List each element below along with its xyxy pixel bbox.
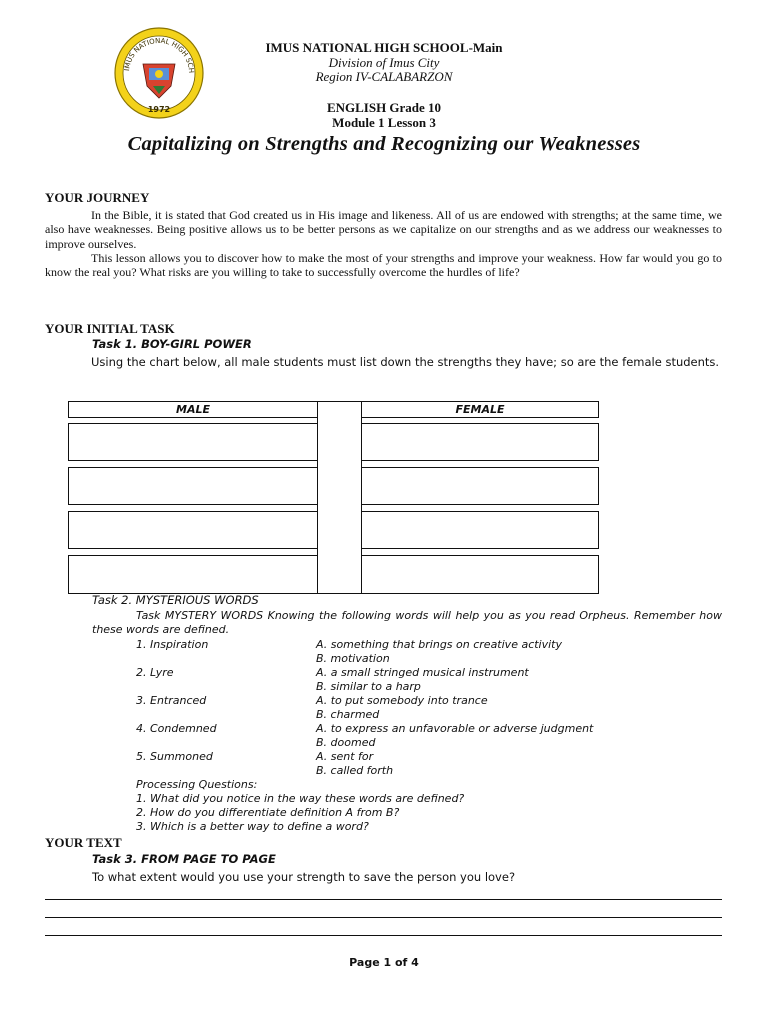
answer-line[interactable]	[45, 917, 722, 918]
answer-line[interactable]	[45, 935, 722, 936]
task3-question: To what extent would you use your strength to save the person you love?	[92, 870, 516, 884]
vocab-definition-a: A. something that brings on creative activity	[316, 638, 563, 651]
subject: ENGLISH Grade 10	[326, 100, 442, 115]
task3-title: Task 3. FROM PAGE TO PAGE	[92, 852, 276, 866]
task1-title: Task 1. BOY-GIRL POWER	[92, 337, 252, 351]
your-text-heading: YOUR TEXT	[45, 835, 122, 850]
vocab-term: 4. Condemned	[136, 722, 217, 735]
region: Region IV-CALABARZON	[315, 69, 453, 84]
lesson-title: Capitalizing on Strengths and Recognizing our Weaknesses	[127, 133, 641, 155]
vocab-definition-b: B. motivation	[316, 652, 390, 665]
journey-paragraph-1: In the Bible, it is stated that God created us in His image and likeness. All of us are endowed with strengths; at the same time, we also have weaknesses. Being positive allows us to be better persons as we capitalize on our strengths and as we address our weaknesses to improve ourselves.	[45, 208, 722, 251]
task2-title: Task 2. MYSTERIOUS WORDS	[92, 593, 259, 607]
page-number-text: Page 1 of 4	[349, 956, 419, 969]
page-number	[0, 956, 768, 969]
initial-task-heading: YOUR INITIAL TASK	[45, 321, 175, 336]
vocab-definition-a: A. to express an unfavorable or adverse judgment	[316, 722, 594, 735]
journey-paragraph-2: This lesson allows you to discover how to make the most of your strengths and improve your weakness. How far would you go to know the real you? What risks are you willing to take to successfully overcome the hurdles of life?	[45, 251, 722, 280]
vocab-term: 5. Summoned	[136, 750, 213, 763]
answer-line[interactable]	[45, 899, 722, 900]
school-name: IMUS NATIONAL HIGH SCHOOL-Main	[265, 40, 503, 55]
seal-ring-text: IMUS NATIONAL HIGH SCH	[123, 36, 196, 74]
vocab-definition-b: B. doomed	[316, 736, 376, 749]
vocab-term: 1. Inspiration	[136, 638, 209, 651]
male-entry-box[interactable]	[68, 467, 318, 505]
vocab-term: 3. Entranced	[136, 694, 207, 707]
vocab-definition-a: A. to put somebody into trance	[316, 694, 488, 707]
male-entry-box[interactable]	[68, 423, 318, 461]
vocab-definition-a: A. a small stringed musical instrument	[316, 666, 529, 679]
female-entry-box[interactable]	[361, 423, 599, 461]
vocab-term: 2. Lyre	[136, 666, 174, 679]
vocab-definition-a: A. sent for	[316, 750, 374, 763]
journey-heading: YOUR JOURNEY	[45, 190, 150, 205]
processing-questions-title: Processing Questions:	[136, 778, 258, 791]
male-entry-box[interactable]	[68, 555, 318, 594]
vocab-definition-b: B. similar to a harp	[316, 680, 421, 693]
female-entry-box[interactable]	[361, 511, 599, 549]
female-entry-box[interactable]	[361, 467, 599, 505]
division: Division of Imus City	[328, 55, 440, 70]
processing-question: 3. Which is a better way to define a word?	[136, 820, 369, 833]
processing-question: 1. What did you notice in the way these words are defined?	[136, 792, 465, 805]
processing-question: 2. How do you differentiate definition A from B?	[136, 806, 400, 819]
male-column-header: MALE	[68, 401, 318, 418]
vocab-definition-b: B. called forth	[316, 764, 394, 777]
chart-divider-column	[317, 401, 362, 594]
female-column-header: FEMALE	[361, 401, 599, 418]
male-entry-box[interactable]	[68, 511, 318, 549]
module-lesson: Module 1 Lesson 3	[332, 115, 436, 130]
vocab-definition-b: B. charmed	[316, 708, 380, 721]
task2-instructions: Task MYSTERY WORDS Knowing the following words will help you as you read Orpheus. Remember how these words are defined.	[92, 609, 722, 636]
seal-year: 1972	[147, 105, 171, 114]
task1-instructions: Using the chart below, all male students must list down the strengths they have; so are the female students.	[91, 355, 720, 369]
female-entry-box[interactable]	[361, 555, 599, 594]
